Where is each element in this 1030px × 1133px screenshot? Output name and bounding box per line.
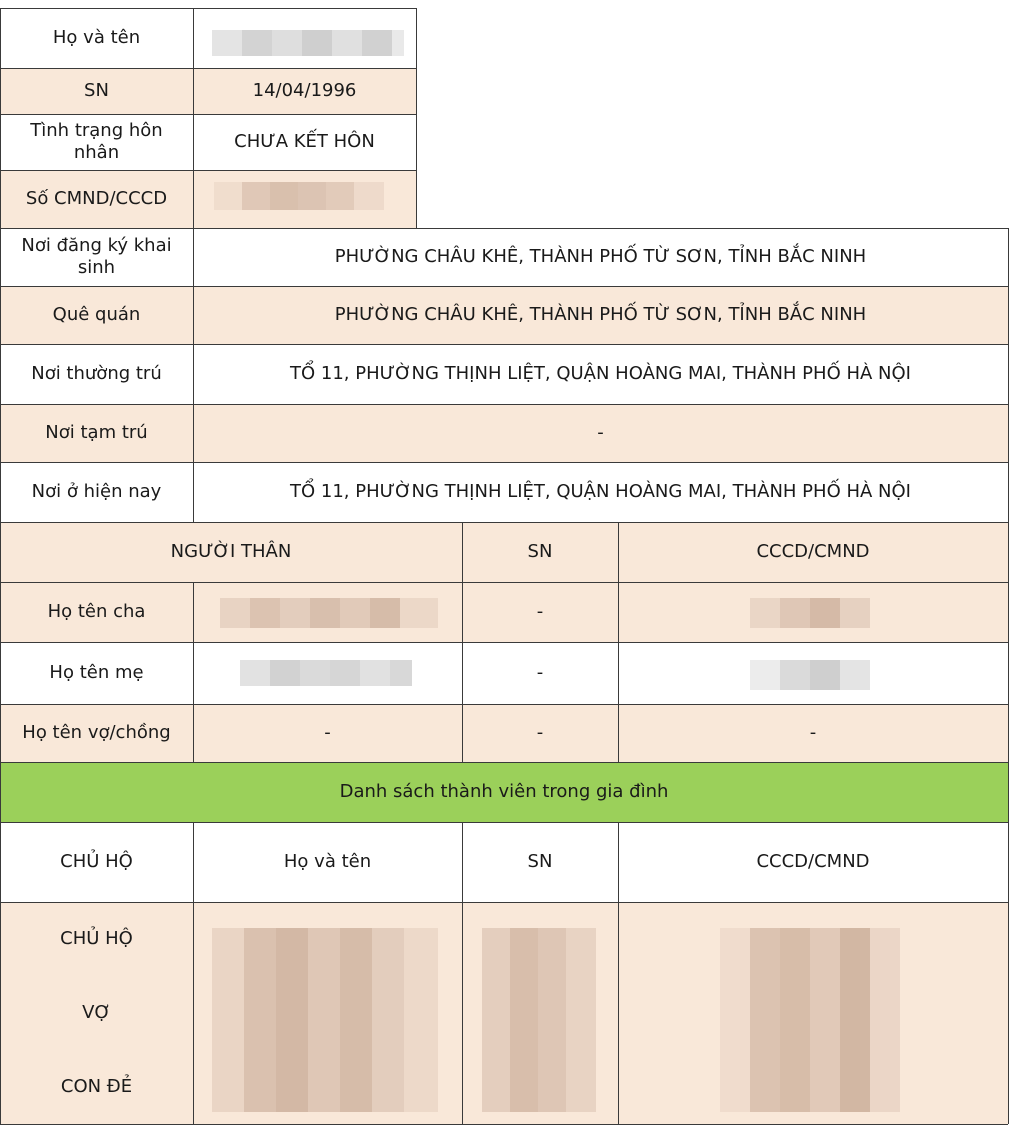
redacted-members-id	[720, 928, 900, 1112]
family-row-role: CON ĐẺ	[60, 1076, 133, 1098]
family-header-role: CHỦ HỘ	[60, 851, 133, 873]
birth-reg-label: Nơi đăng ký khai sinh	[21, 235, 172, 278]
dob-value: 14/04/1996	[252, 80, 357, 102]
birth-reg-value: PHƯỜNG CHÂU KHÊ, THÀNH PHỐ TỪ SƠN, TỈNH BẮC NINH	[334, 246, 867, 268]
relatives-header-dob: SN	[527, 541, 553, 563]
spouse-dob: -	[536, 722, 544, 744]
family-header-id: CCCD/CMND	[756, 851, 870, 873]
redacted-name	[212, 30, 404, 56]
redacted-father-id	[750, 598, 870, 628]
hometown-value: PHƯỜNG CHÂU KHÊ, THÀNH PHỐ TỪ SƠN, TỈNH BẮC NINH	[334, 304, 867, 326]
id-label: Số CMND/CCCD	[25, 188, 168, 210]
redacted-mother-name	[240, 660, 412, 686]
mother-dob: -	[536, 662, 544, 684]
mother-label: Họ tên mẹ	[49, 662, 144, 684]
temporary-label: Nơi tạm trú	[45, 422, 148, 444]
spouse-label: Họ tên vợ/chồng	[22, 722, 171, 744]
family-title: Danh sách thành viên trong gia đình	[339, 781, 669, 803]
temporary-value: -	[597, 422, 604, 444]
spouse-name: -	[324, 722, 331, 744]
redacted-id	[214, 182, 384, 210]
permanent-label: Nơi thường trú	[31, 363, 162, 385]
family-header-dob: SN	[527, 851, 553, 873]
father-dob: -	[536, 601, 544, 623]
redacted-father-name	[220, 598, 438, 628]
name-label: Họ và tên	[52, 27, 141, 49]
hometown-label: Quê quán	[52, 304, 141, 326]
relatives-header-name: NGƯỜI THÂN	[170, 541, 292, 563]
marital-label: Tình trạng hôn nhân	[30, 120, 163, 163]
marital-value: CHƯA KẾT HÔN	[234, 131, 375, 153]
redacted-members-names	[212, 928, 438, 1112]
dob-label: SN	[84, 80, 109, 102]
father-label: Họ tên cha	[47, 601, 146, 623]
family-row-role: CHỦ HỘ	[60, 928, 133, 950]
spouse-id: -	[809, 722, 817, 744]
current-value: TỔ 11, PHƯỜNG THỊNH LIỆT, QUẬN HOÀNG MAI, THÀNH PHỐ HÀ NỘI	[290, 481, 911, 503]
family-header-name: Họ và tên	[283, 851, 372, 873]
permanent-value: TỔ 11, PHƯỜNG THỊNH LIỆT, QUẬN HOÀNG MAI, THÀNH PHỐ HÀ NỘI	[290, 363, 911, 385]
relatives-header-id: CCCD/CMND	[756, 541, 870, 563]
redacted-members-dob	[482, 928, 596, 1112]
redacted-mother-id	[750, 660, 870, 690]
family-row-role: VỢ	[82, 1002, 111, 1024]
current-label: Nơi ở hiện nay	[31, 481, 162, 503]
